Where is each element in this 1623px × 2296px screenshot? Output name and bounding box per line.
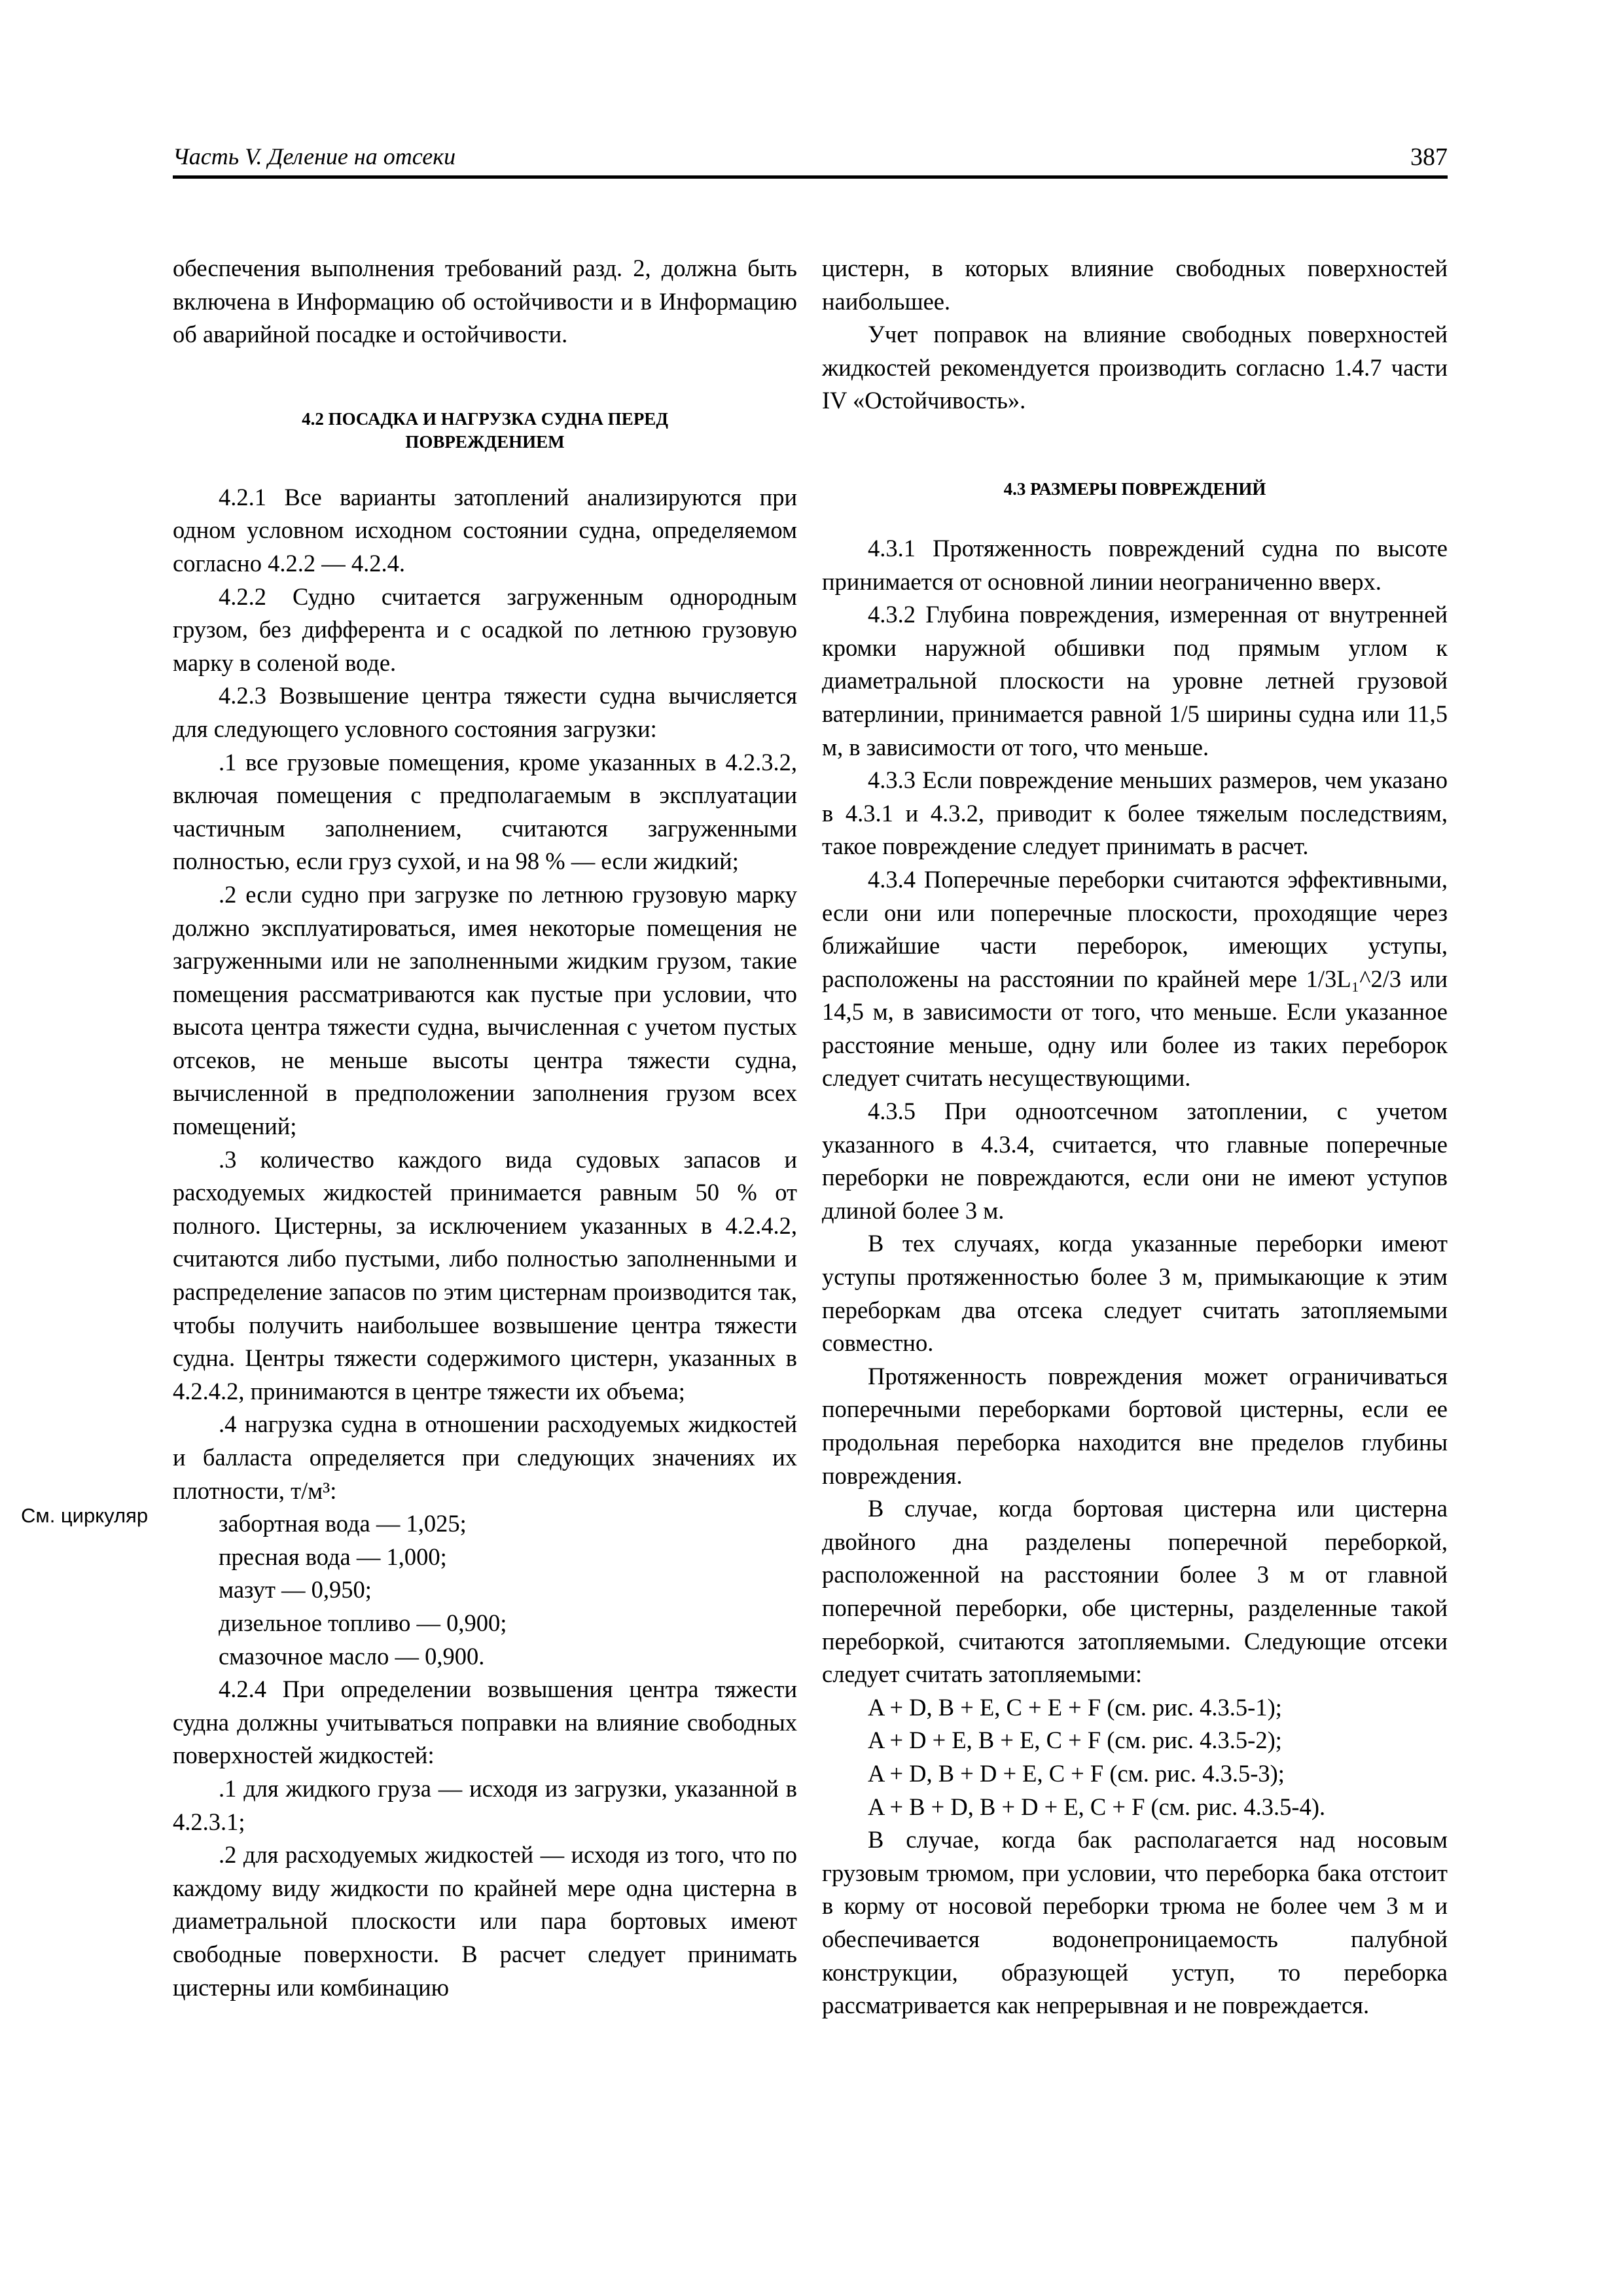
paragraph-4-3-5: 4.3.5 При одноотсечном затоплении, с учетом указанного в 4.3.4, считается, что главные поперечные переборки не повреждаются, если они не имеют уступов длиной более 3 м.	[822, 1098, 1448, 1224]
compartment-combination: A + B + D, B + D + E, C + F (см. рис. 4.3.5-4).	[868, 1793, 1326, 1820]
page-number: 387	[1410, 143, 1448, 171]
section-heading-4-3: 4.3 РАЗМЕРЫ ПОВРЕЖДЕНИЙ	[1003, 478, 1266, 499]
paragraph: В случае, когда бортовая цистерна или цистерна двойного дна разделены поперечной переборкой, расположенной на расстоянии более 3 м от главной поперечной переборки, обе цистерны, разделенные такой переборкой, считаются затопляемыми. Следующие отсеки следует считать затопляемыми:	[822, 1495, 1448, 1688]
page-header	[173, 143, 1448, 175]
paragraph: Учет поправок на влияние свободных поверхностей жидкостей рекомендуется производить согласно 1.4.7 части IV «Остойчивость».	[822, 321, 1448, 414]
right-column	[822, 252, 1448, 2022]
paragraph-4-3-3: 4.3.3 Если повреждение меньших размеров, чем указано в 4.3.1 и 4.3.2, приводит к более тяжелым последствиям, такое повреждение следует принимать в расчет.	[822, 766, 1448, 860]
list-item: .1 для жидкого груза — исходя из загрузки, указанной в 4.2.3.1;	[173, 1774, 797, 1835]
list-item: .2 для расходуемых жидкостей — исходя из того, что по каждому виду жидкости по крайней мере одна цистерна в диаметральной плоскости или пара бортовых имеют свободные поверхности. В расчет следует принимать цистерны или комбинацию	[173, 1841, 797, 2001]
density-item: мазут — 0,950;	[219, 1576, 372, 1604]
paragraph-4-2-1: 4.2.1 Все варианты затоплений анализируются при одном условном исходном состоянии судна, определяемом согласно 4.2.2 — 4.2.4.	[173, 483, 797, 577]
list-item: .4 нагрузка судна в отношении расходуемых жидкостей и балласта определяется при следующих значениях их плотности, т/м³:	[173, 1410, 797, 1504]
list-item: .2 если судно при загрузке по летнюю грузовую марку должно эксплуатироваться, имея некоторые помещения не загруженными или не заполненными жидким грузом, такие помещения рассматриваются как пустые при условии, что высота центра тяжести судна, вычисленная с учетом пустых отсеков, не меньше высоты центра тяжести судна, вычисленной в предположении заполнения грузом всех помещений;	[173, 880, 797, 1140]
paragraph-4-3-4: 4.3.4 Поперечные переборки считаются эффективными, если они или поперечные плоскости, проходящие через ближайшие части переборок, имеющих уступы, расположены на расстоянии по крайней мере 1/3L₁^2/3 или 14,5 м, в зависимости от того, что меньше. Если указанное расстояние меньше, одну или более из таких переборок следует считать несуществующими.	[822, 865, 1448, 1092]
compartment-combination: A + D + E, B + E, C + F (см. рис. 4.3.5-2);	[868, 1727, 1282, 1754]
section-heading-4-2: 4.2 ПОСАДКА И НАГРУЗКА СУДНА ПЕРЕД ПОВРЕЖДЕНИЕМ	[302, 408, 668, 452]
compartment-combination: A + D, B + D + E, C + F (см. рис. 4.3.5-3);	[868, 1759, 1285, 1787]
paragraph: Протяженность повреждения может ограничиваться поперечными переборками бортовой цистерны, если ее продольная переборка находится вне пределов глубины повреждения.	[822, 1362, 1448, 1489]
density-item: забортная вода — 1,025;	[219, 1510, 467, 1537]
header-rule	[173, 175, 1448, 179]
left-column	[173, 252, 797, 2004]
list-item: .1 все грузовые помещения, кроме указанных в 4.2.3.2, включая помещения с предполагаемым в эксплуатации частичным заполнением, считаются загруженными полностью, если груз сухой, и на 98 % — если жидкий;	[173, 748, 797, 875]
density-item: пресная вода — 1,000;	[219, 1543, 447, 1570]
paragraph: обеспечения выполнения требований разд. 2, должна быть включена в Информацию об остойчивости и в Информацию об аварийной посадке и остойчивости.	[173, 255, 797, 348]
paragraph-4-2-3: 4.2.3 Возвышение центра тяжести судна вычисляется для следующего условного состояния загрузки:	[173, 682, 797, 742]
list-item: .3 количество каждого вида судовых запасов и расходуемых жидкостей принимается равным 50 % от полного. Цистерны, за исключением указанных в 4.2.4.2, считаются либо пустыми, либо полностью заполненными и распределение запасов по этим цистернам производится так, чтобы получить наибольшее возвышение центра тяжести судна. Центры тяжести содержимого цистерн, указанных в 4.2.4.2, принимаются в центре тяжести их объема;	[173, 1145, 797, 1405]
running-title: Часть V. Деление на отсеки	[173, 143, 456, 170]
density-item: смазочное масло — 0,900.	[219, 1642, 485, 1670]
paragraph-4-2-2: 4.2.2 Судно считается загруженным однородным грузом, без дифферента и с осадкой по летнюю грузовую марку в соленой воде.	[173, 583, 797, 676]
paragraph: В случае, когда бак располагается над носовым грузовым трюмом, при условии, что переборка бака отстоит в корму от носовой переборки трюма не более чем 3 м и обеспечивается водонепроницаемость палубной конструкции, образующей уступ, то переборка рассматривается как непрерывная и не повреждается.	[822, 1826, 1448, 2019]
paragraph-4-3-2: 4.3.2 Глубина повреждения, измеренная от внутренней кромки наружной обшивки под прямым углом к диаметральной плоскости на уровне летней грузовой ватерлинии, принимается равной 1/5 ширины судна или 11,5 м, в зависимости от того, что меньше.	[822, 601, 1448, 761]
density-item: дизельное топливо — 0,900;	[219, 1609, 507, 1636]
paragraph: В тех случаях, когда указанные переборки имеют уступы протяженностью более 3 м, примыкающие к этим переборкам два отсека следует считать затопляемыми совместно.	[822, 1230, 1448, 1357]
paragraph-4-3-1: 4.3.1 Протяженность повреждений судна по высоте принимается от основной линии неограниченно вверх.	[822, 534, 1448, 595]
paragraph-4-2-4: 4.2.4 При определении возвышения центра тяжести судна должны учитываться поправки на влияние свободных поверхностей жидкостей:	[173, 1676, 797, 1769]
compartment-combination: A + D, B + E, C + E + F (см. рис. 4.3.5-1);	[868, 1693, 1282, 1721]
paragraph: цистерн, в которых влияние свободных поверхностей наибольшее.	[822, 255, 1448, 315]
margin-note: См. циркуляр	[21, 1504, 149, 1527]
